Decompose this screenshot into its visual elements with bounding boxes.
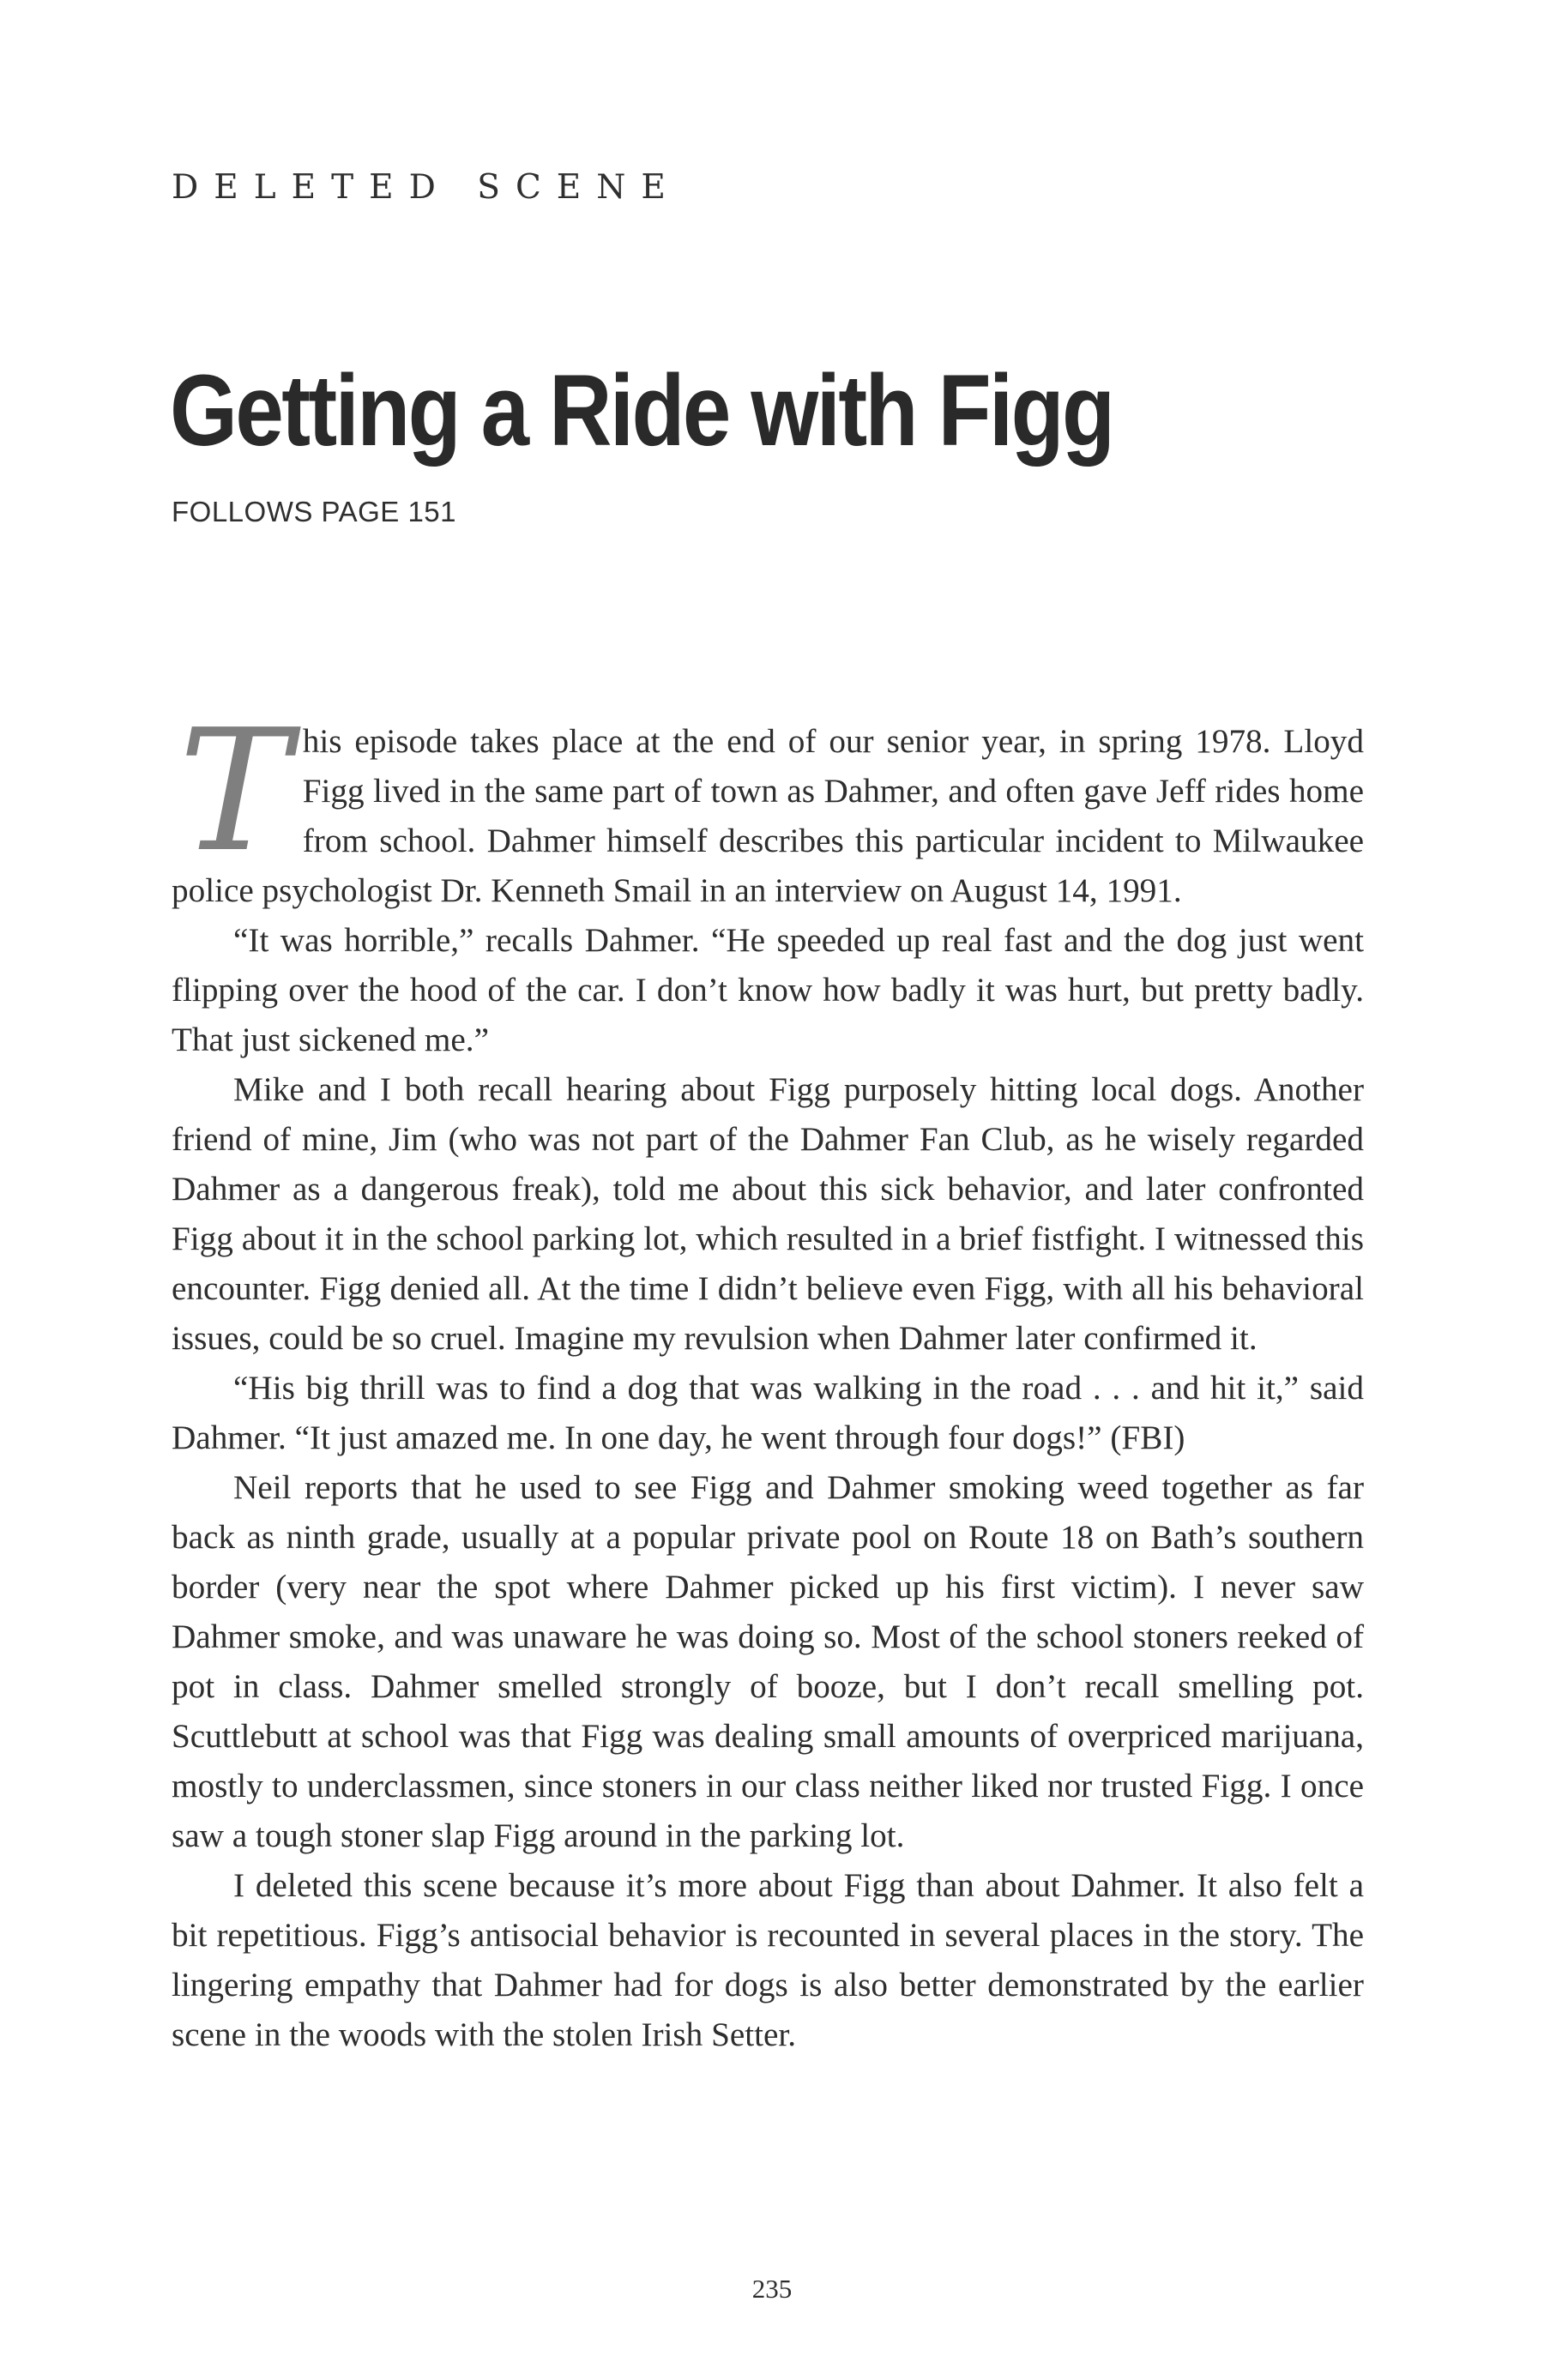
paragraph: “It was horrible,” recalls Dahmer. “He speeded up real fast and the dog just went flipping over the hood of the car. I don’t know how badly it was hurt, but pretty badly. That just sickened me.” [172,922,1364,1058]
chapter-title: Getting a Ride with Figg [170,354,1113,467]
chapter-subtitle: FOLLOWS PAGE 151 [172,496,457,527]
paragraph: Neil reports that he used to see Figg and Dahmer smoking weed together as far back as ninth grade, usually at a popular private pool on Route 18 on Bath’s southern border (very near the spot where Dahmer picked up his first victim). I never saw Dahmer smoke, and was unaware he was doing so. Most of the school stoners reeked of pot in class. Dahmer smelled strongly of booze, but I don’t recall smelling pot. Scuttlebutt at school was that Figg was dealing small amounts of overpriced marijuana, mostly to underclassmen, since stoners in our class neither liked nor trusted Figg. I once saw a tough stoner slap Figg around in the parking lot. [172,1469,1364,1854]
paragraph-text: his episode takes place at the end of our senior year, in spring 1978. Lloyd Figg lived in the same part of town as Dahmer, and often gave Jeff rides home from school. Dahmer himself describes this particular incident to Milwaukee police psychologist Dr. Kenneth Smail in an interview on August 14, 1991. [172,723,1364,909]
paragraph: I deleted this scene because it’s more about Figg than about Dahmer. It also felt a bit repetitious. Figg’s antisocial behavior is recounted in several places in the story. The lingering empathy that Dahmer had for dogs is also better demonstrated by the earlier scene in the woods with the stolen Irish Setter. [172,1867,1364,2053]
paragraph [172,694,1364,916]
section-label: DELETED SCENE [172,168,681,207]
paragraph: “His big thrill was to find a dog that was walking in the road . . . and hit it,” said Dahmer. “It just amazed me. In one day, he went through four dogs!” (FBI) [172,1370,1364,1456]
paragraph: Mike and I both recall hearing about Figg purposely hitting local dogs. Another friend of mine, Jim (who was not part of the Dahmer Fan Club, as he wisely regarded Dahmer as a dangerous freak), told me about this sick behavior, and later confronted Figg about it in the school parking lot, which resulted in a brief fistfight. I witnessed this encounter. Figg denied all. At the time I didn’t believe even Figg, with all his behavioral issues, could be so cruel. Imagine my revulsion when Dahmer later confirmed it. [172,1071,1364,1357]
body-text [172,694,1364,2060]
drop-cap: T [178,694,291,889]
page-number: 235 [751,2274,793,2304]
